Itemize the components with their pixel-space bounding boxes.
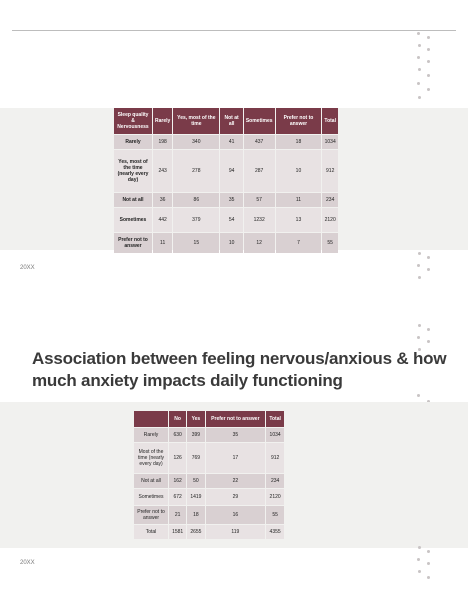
table-cell: 912 [322,150,338,192]
row-label: Most of the time (nearly every day) [134,443,168,473]
table-cell: 35 [206,428,266,442]
table-cell: 35 [220,193,242,207]
table-cell: 94 [220,150,242,192]
table-cell: 10 [220,233,242,253]
column-header: Yes [187,411,204,427]
slide-1 [0,0,468,295]
table-row [114,208,338,232]
table-row [134,428,284,442]
table-cell: 234 [266,474,284,488]
row-label: Total [134,525,168,539]
column-header: Total [266,411,284,427]
table-row [114,150,338,192]
decorative-dots [415,544,435,584]
decorative-dots [415,250,435,280]
table-cell: 86 [173,193,219,207]
table-cell: 379 [173,208,219,232]
column-header: Rarely [153,108,172,134]
table-cell: 57 [244,193,275,207]
table-cell: 13 [276,208,322,232]
table-row [134,474,284,488]
table-corner-header: Sleep quality & Nervousness [114,108,152,134]
table-cell: 55 [322,233,338,253]
table-cell: 2120 [266,489,284,505]
table-cell: 1034 [322,135,338,149]
data-table [133,410,285,540]
table-cell: 36 [153,193,172,207]
table-cell: 17 [206,443,266,473]
footer-year: 20XX [20,265,35,271]
row-label: Rarely [114,135,152,149]
row-label: Not at all [134,474,168,488]
table-row [134,506,284,524]
table-cell: 769 [187,443,204,473]
row-label: Rarely [134,428,168,442]
table-cell: 1034 [266,428,284,442]
table-cell: 10 [276,150,322,192]
column-header: Prefer not to answer [276,108,322,134]
table-cell: 2120 [322,208,338,232]
table-cell: 198 [153,135,172,149]
table-cell: 1232 [244,208,275,232]
row-label: Sometimes [114,208,152,232]
table-cell: 278 [173,150,219,192]
table-corner-header [134,411,168,427]
table-cell: 11 [276,193,322,207]
table-cell: 55 [266,506,284,524]
row-label: Yes, most of the time (nearly every day) [114,150,152,192]
table-cell: 7 [276,233,322,253]
table-cell: 1581 [169,525,186,539]
table-cell: 11 [153,233,172,253]
table-cell: 1419 [187,489,204,505]
row-label: Sometimes [134,489,168,505]
table-cell: 21 [169,506,186,524]
table-cell: 41 [220,135,242,149]
table-cell: 287 [244,150,275,192]
decorative-dots [415,32,435,102]
table-cell: 12 [244,233,275,253]
divider-line [12,30,456,31]
table-cell: 50 [187,474,204,488]
table-cell: 15 [173,233,219,253]
table-row [134,525,284,539]
table-cell: 630 [169,428,186,442]
column-header: Sometimes [244,108,275,134]
table-cell: 126 [169,443,186,473]
table-cell: 29 [206,489,266,505]
column-header: No [169,411,186,427]
slide-title: Association between feeling nervous/anxious & how much anxiety impacts daily functioning [32,349,447,390]
table-cell: 243 [153,150,172,192]
table-cell: 672 [169,489,186,505]
row-label: Not at all [114,193,152,207]
slide-2 [0,310,468,605]
table-cell: 119 [206,525,266,539]
table-cell: 442 [153,208,172,232]
table-cell: 437 [244,135,275,149]
table-row [134,489,284,505]
table-cell: 340 [173,135,219,149]
table-cell: 54 [220,208,242,232]
table-row [114,135,338,149]
table-cell: 18 [276,135,322,149]
table-row [134,443,284,473]
table-cell: 18 [187,506,204,524]
table-cell: 16 [206,506,266,524]
column-header: Yes, most of the time [173,108,219,134]
table-cell: 912 [266,443,284,473]
table-cell: 2655 [187,525,204,539]
table-row [114,233,338,253]
table-cell: 399 [187,428,204,442]
row-label: Prefer not to answer [114,233,152,253]
table-cell: 22 [206,474,266,488]
row-label: Prefer not to answer [134,506,168,524]
table-row [114,193,338,207]
data-table [113,107,339,254]
column-header: Not at all [220,108,242,134]
table-cell: 162 [169,474,186,488]
column-header: Total [322,108,338,134]
table-cell: 234 [322,193,338,207]
table-cell: 4355 [266,525,284,539]
footer-year: 20XX [20,560,35,566]
column-header: Prefer not to answer [206,411,266,427]
